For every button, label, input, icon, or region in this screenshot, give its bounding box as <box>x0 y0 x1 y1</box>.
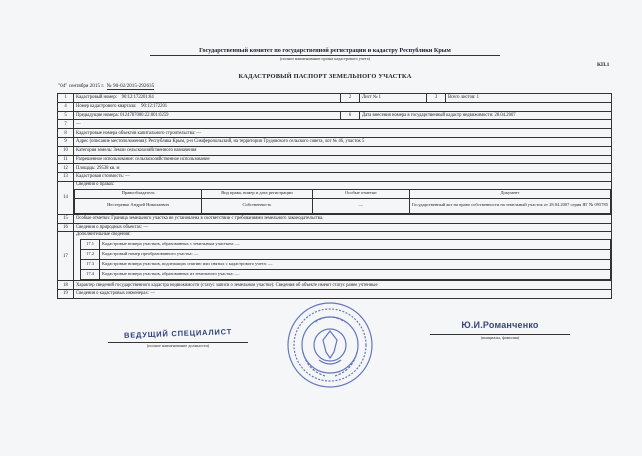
table-row <box>58 129 612 138</box>
row-number: 13 <box>58 173 74 182</box>
cadastral-number-value: 90:12:172201:84 <box>121 95 154 101</box>
row-number: 8 <box>58 129 74 138</box>
rights-cell <box>74 181 612 214</box>
rights-header: Особые отметки <box>312 189 409 198</box>
address: Адрес (описание местоположения): Республика Крым, р-н Симферопольский, на территории Трудовского сельского совета, лот № 46, участок 5 <box>74 137 612 146</box>
item-number: 17.2 <box>81 250 100 260</box>
right-document: Государственный акт на право собственности на земельный участок от 28.04.2007 серия ЯГ № 095785 <box>409 198 610 213</box>
table-row <box>58 102 612 111</box>
row-number: 5 <box>58 111 74 120</box>
organization-note: (полное наименование органа кадастрового учета) <box>279 56 371 61</box>
rights-row <box>75 198 611 213</box>
table-row <box>58 290 612 299</box>
cadastral-value: Кадастровая стоимость: — <box>74 173 612 182</box>
item-number: 17.4 <box>81 270 100 280</box>
additional-info-row <box>81 260 611 270</box>
table-row <box>58 214 612 223</box>
row-number: 6 <box>341 111 360 120</box>
name-signature <box>430 315 570 340</box>
row-number: 11 <box>58 155 74 164</box>
row-7-value: — <box>74 120 612 129</box>
table-row <box>58 223 612 232</box>
right-type: Собственность <box>202 198 313 213</box>
item-text: Кадастровый номер преобразованного участка: — <box>100 250 611 260</box>
table-row <box>58 137 612 146</box>
position-value: ВЕДУЩИЙ СПЕЦИАЛИСТ <box>123 327 233 340</box>
rights-header: Правообладатель <box>75 189 202 198</box>
permitted-use: Разрешенное использование: сельскохозяйственное использование <box>74 155 612 164</box>
row-number: 16 <box>58 223 74 232</box>
signer-name: Ю.И.Романченко <box>461 320 539 330</box>
natural-objects: Сведения о природных объектах: — <box>74 223 612 232</box>
table-row <box>58 146 612 155</box>
rights-label: Сведения о правах: <box>76 181 115 187</box>
row-number: 19 <box>58 290 74 299</box>
record-status: Характер сведений государственного кадастра недвижимости (статус записи о земельном участке): Сведения об объекте имеют статус ранее учтенные <box>74 281 612 290</box>
position-caption: (полное наименование должности) <box>146 343 210 348</box>
table-row <box>58 173 612 182</box>
capital-objects: Кадастровые номера объектов капитального строительства: — <box>74 129 612 138</box>
row-number: 17 <box>58 232 74 281</box>
additional-info-label: Дополнительные сведения: <box>76 232 131 238</box>
area: Площадь: 29538 кв. м <box>74 164 612 173</box>
document-number: № 90-02/2015-292635 <box>106 83 155 89</box>
cadastral-number-cell <box>74 94 341 103</box>
organization-name: Государственный комитет по государственной регистрации и кадастру Республики Крым <box>199 47 451 54</box>
table-row <box>58 111 612 120</box>
cadastral-number-label: Кадастровый номер: <box>76 95 117 101</box>
right-holder: Нестеренко Андрей Николаевич <box>75 198 202 213</box>
right-notes: — <box>312 198 409 213</box>
previous-numbers: Предыдущие номера: 0124787000:22:001:0259 <box>74 111 341 120</box>
cadastral-engineers: Сведения о кадастровых инженерах: — <box>74 290 612 299</box>
row-number: 4 <box>58 102 74 111</box>
table-row <box>58 181 612 214</box>
item-text: Кадастровые номера участков, образованных из земельного участка: — <box>100 270 611 280</box>
row-number: 12 <box>58 164 74 173</box>
row-number: 9 <box>58 137 74 146</box>
cadastral-table <box>57 93 612 299</box>
item-text: Кадастровые номера участков, подлежащих снятию или снятых с кадастрового учета: — <box>100 260 611 270</box>
additional-info-row <box>81 240 611 250</box>
additional-info-table <box>80 239 611 280</box>
quarter-number-cell <box>74 102 612 111</box>
row-number: 3 <box>427 94 446 103</box>
quarter-number-label: Номер кадастрового квартала: <box>76 104 137 110</box>
additional-info-row <box>81 250 611 260</box>
row-number: 14 <box>58 181 74 214</box>
row-number: 7 <box>58 120 74 129</box>
document-date <box>58 83 154 89</box>
table-row <box>58 281 612 290</box>
registration-date: Дата внесения номера в государственный кадастр недвижимости: 28.04.2007 <box>360 111 612 120</box>
row-number: 1 <box>58 94 74 103</box>
rights-header: Вид права, номер и дата регистрации <box>202 189 313 198</box>
rights-header-row <box>75 189 611 198</box>
additional-info-cell <box>74 232 612 281</box>
official-seal-icon <box>285 300 375 390</box>
land-category: Категория земель: Земли сельскохозяйственного назначения <box>74 146 612 155</box>
position-signature <box>108 323 248 348</box>
form-code: КП.1 <box>597 62 610 68</box>
quarter-number-value: 90:12:172201 <box>141 104 168 110</box>
additional-info-row <box>81 270 611 280</box>
rights-table <box>74 189 611 214</box>
document-title: КАДАСТРОВЫЙ ПАСПОРТ ЗЕМЕЛЬНОГО УЧАСТКА <box>238 73 412 80</box>
table-row <box>58 164 612 173</box>
row-number: 2 <box>341 94 360 103</box>
rights-header: Документ <box>409 189 610 198</box>
item-number: 17.1 <box>81 240 100 250</box>
date-text: "04" сентября 2015 г. <box>58 83 105 89</box>
sheet-number: Лист № 1 <box>360 94 427 103</box>
total-sheets: Всего листов: 1 <box>446 94 612 103</box>
table-row <box>58 120 612 129</box>
special-notes: Особые отметки: Граница земельного участка не установлена в соответствии с требованиями земельного законодательства. <box>74 214 612 223</box>
table-row <box>58 94 612 103</box>
table-row <box>58 232 612 281</box>
item-number: 17.3 <box>81 260 100 270</box>
row-number: 18 <box>58 281 74 290</box>
row-number: 10 <box>58 146 74 155</box>
name-caption: (инициалы, фамилия) <box>480 335 520 340</box>
item-text: Кадастровые номера участков, образованных с земельным участком: — <box>100 240 611 250</box>
table-row <box>58 155 612 164</box>
row-number: 15 <box>58 214 74 223</box>
